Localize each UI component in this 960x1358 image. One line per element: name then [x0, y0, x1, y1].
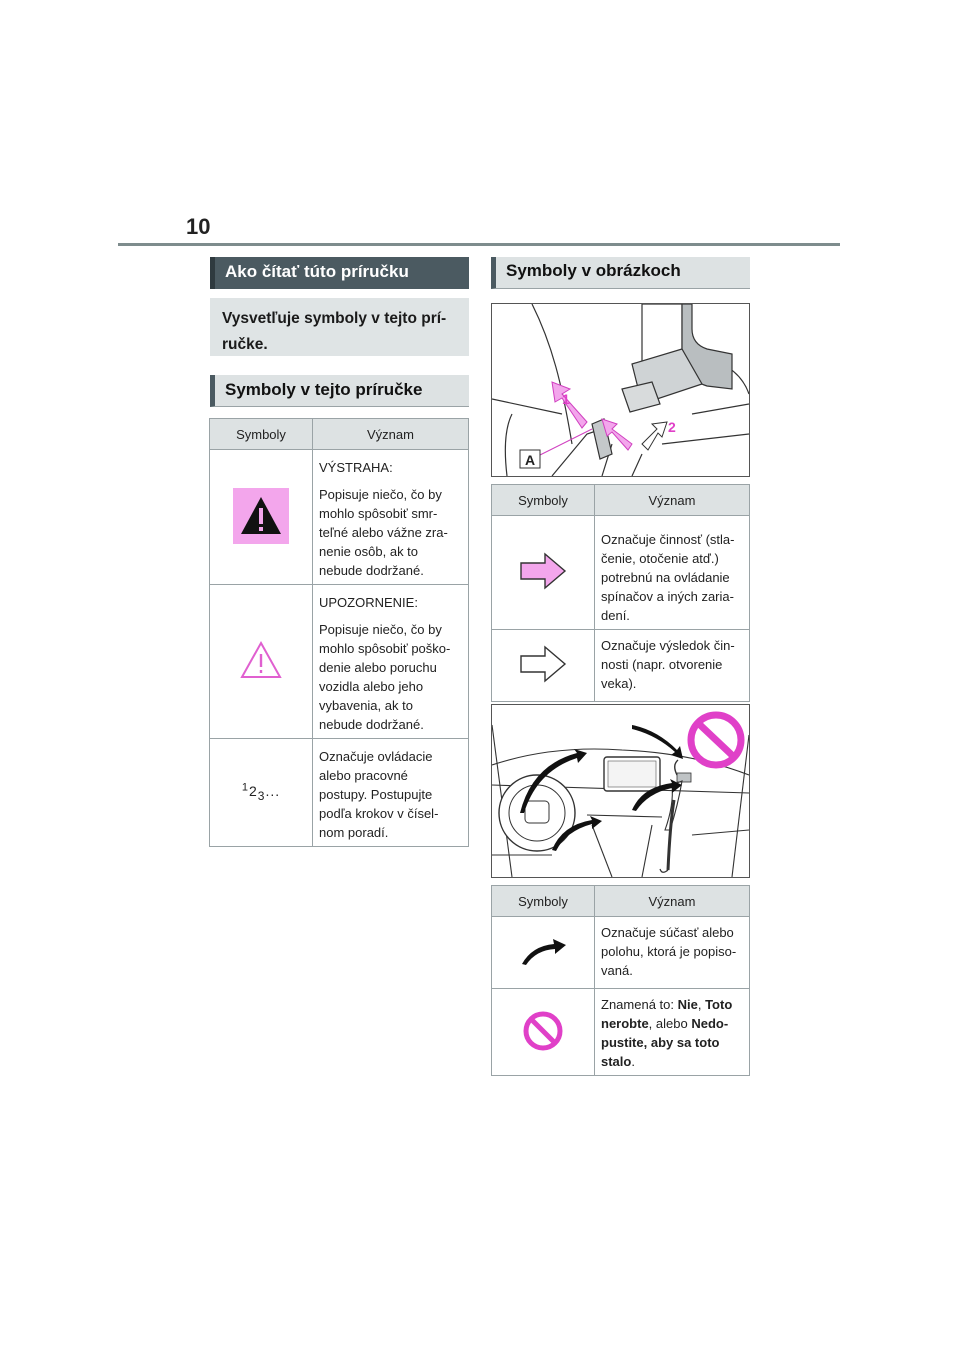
bold-text: pustite, aby sa toto: [601, 1035, 720, 1050]
step-2: 2: [248, 783, 258, 800]
line: vozidla alebo jeho: [319, 679, 424, 694]
table-row-action-arrow: [492, 516, 750, 630]
table-row-warning: [210, 450, 469, 585]
subheading-symbols: [210, 375, 469, 407]
prohibition-icon: [521, 1009, 565, 1053]
line: Označuje činnosť (stla-: [601, 532, 735, 547]
table-row-curved-arrow: [492, 917, 750, 989]
symbols-table-right-2: [491, 885, 750, 1076]
curved-arrow-description: [601, 923, 743, 980]
figure-label-1: 1: [562, 391, 570, 407]
figure-label-a: A: [525, 452, 536, 468]
subheading-text: Symboly v tejto príručke: [225, 380, 423, 399]
symbols-table-right-1: [491, 484, 750, 702]
figure-label-2: 2: [668, 419, 676, 435]
line: Označuje ovládacie: [319, 749, 433, 764]
line: denie alebo poruchu: [319, 660, 437, 675]
text: .: [631, 1054, 635, 1069]
step-1: 1: [241, 781, 249, 794]
line: polohu, ktorá je popiso-: [601, 944, 737, 959]
action-arrow-description: [601, 530, 743, 625]
col-header-symbol: Symboly: [492, 485, 595, 516]
text: Znamená to:: [601, 997, 678, 1012]
line: nom poradí.: [319, 825, 389, 840]
line: postupy. Postupujte: [319, 787, 433, 802]
curved-arrow-icon: [518, 934, 568, 968]
steps-description: [319, 747, 462, 842]
bold-text: stalo: [601, 1054, 632, 1069]
step-ellipsis: ...: [265, 783, 281, 800]
result-arrow-description: [601, 636, 743, 693]
section-title-figures-text: Symboly v obrázkoch: [506, 261, 681, 280]
section-title-figures: [491, 257, 750, 289]
step-numbers-icon: [241, 781, 281, 804]
caution-description: [319, 620, 462, 734]
text: ,: [697, 997, 706, 1012]
bold-text: Nedo-: [691, 1016, 729, 1031]
line: Označuje výsledok čin-: [601, 638, 735, 653]
line: teľné alebo vážne zra-: [319, 525, 448, 540]
section-title-text: Ako čítať túto príručku: [225, 262, 409, 281]
section-title-how-to-read: [210, 257, 469, 289]
line: nebude dodržané.: [319, 563, 424, 578]
text: , alebo: [648, 1016, 692, 1031]
step-3: 3: [257, 789, 266, 804]
line: Označuje súčasť alebo: [601, 925, 734, 940]
line: vaná.: [601, 963, 633, 978]
outline-arrow-icon: [519, 644, 567, 684]
col-header-meaning: Význam: [313, 419, 469, 450]
seatbelt-illustration: [491, 303, 750, 477]
line: nosti (napr. otvorenie: [601, 657, 723, 672]
line: čenie, otočenie atď.): [601, 551, 719, 566]
dashboard-drawing: [492, 705, 749, 877]
table-row-result-arrow: [492, 630, 750, 702]
bold-text: Toto: [705, 997, 733, 1012]
intro-box: [210, 298, 469, 356]
bold-text: Nie: [677, 997, 698, 1012]
caution-label: UPOZORNENIE:: [319, 595, 418, 610]
line: nenie osôb, ak to: [319, 544, 419, 559]
table-row-caution: [210, 585, 469, 739]
warning-description: [319, 485, 462, 580]
line: Popisuje niečo, čo by: [319, 622, 442, 637]
line: dení.: [601, 608, 630, 623]
caution-triangle-icon: [239, 640, 283, 680]
symbols-table-left: [209, 418, 469, 847]
pink-arrow-icon: [519, 551, 567, 591]
col-header-symbol: Symboly: [210, 419, 313, 450]
header-rule: [118, 243, 840, 246]
col-header-meaning: Význam: [595, 886, 750, 917]
warning-triangle-icon: [233, 488, 289, 544]
bold-text: nerobte: [601, 1016, 649, 1031]
col-header-symbol: Symboly: [492, 886, 595, 917]
line: mohlo spôsobiť poško-: [319, 641, 451, 656]
table-row-prohibition: [492, 989, 750, 1076]
line: podľa krokov v čísel-: [319, 806, 439, 821]
intro-line-2: ručke.: [222, 336, 268, 353]
line: spínačov a iných zaria-: [601, 589, 734, 604]
line: alebo pracovné: [319, 768, 408, 783]
page-number: 10: [186, 214, 211, 239]
line: nebude dodržané.: [319, 717, 424, 732]
warning-label: VÝSTRAHA:: [319, 460, 393, 475]
line: Popisuje niečo, čo by: [319, 487, 442, 502]
line: veka).: [601, 676, 637, 691]
intro-line-1: Vysvetľuje symboly v tejto prí-: [222, 310, 447, 327]
line: vybavenia, ak to: [319, 698, 413, 713]
col-header-meaning: Význam: [595, 485, 750, 516]
seatbelt-drawing: [492, 304, 749, 476]
line: potrebnú na ovládanie: [601, 570, 730, 585]
prohibition-description: [601, 995, 743, 1071]
table-row-steps: [210, 739, 469, 847]
dashboard-illustration: [491, 704, 750, 878]
line: mohlo spôsobiť smr-: [319, 506, 438, 521]
